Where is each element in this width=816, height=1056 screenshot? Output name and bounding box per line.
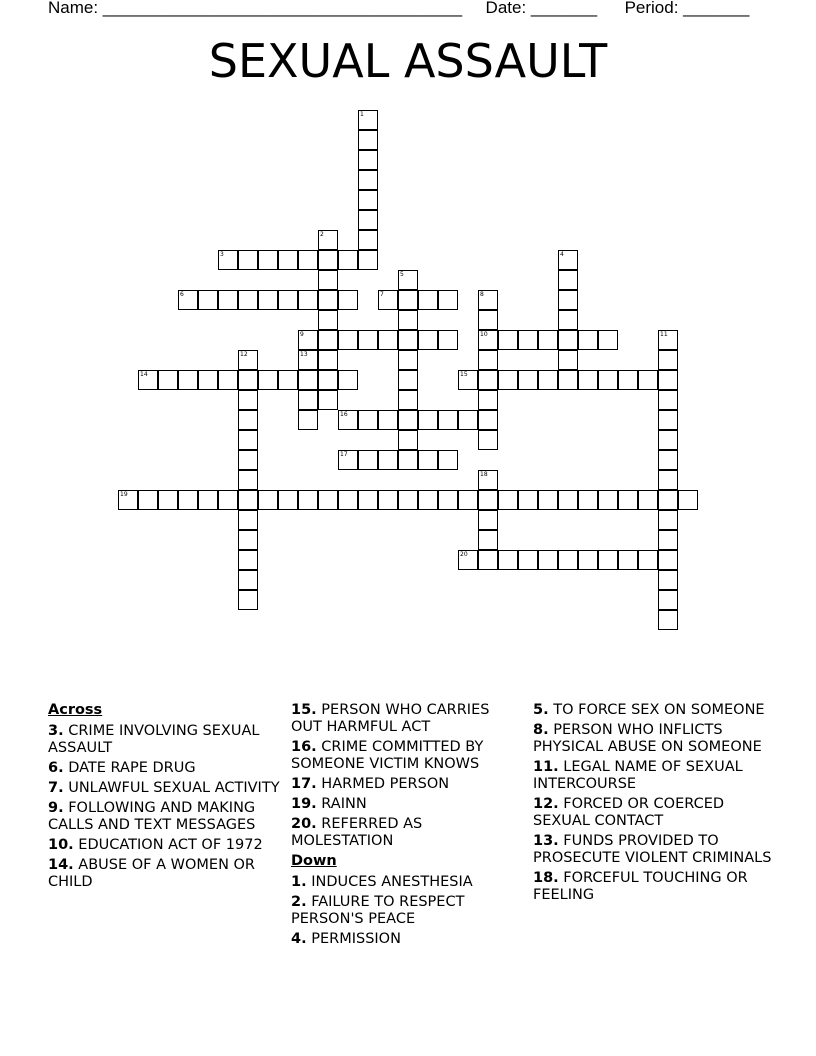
clue-item-number: 16.: [291, 739, 317, 755]
grid-cell[interactable]: [398, 490, 418, 510]
clue-item: [533, 870, 773, 904]
grid-cell[interactable]: [478, 390, 498, 410]
clue-number: 9: [300, 331, 304, 338]
grid-cell[interactable]: [238, 350, 258, 370]
grid-cell[interactable]: [338, 330, 358, 350]
grid-cell[interactable]: [658, 410, 678, 430]
grid-cell[interactable]: [398, 450, 418, 470]
clue-item: [291, 739, 523, 773]
grid-cell[interactable]: [658, 530, 678, 550]
clue-item: [48, 723, 280, 757]
grid-cell[interactable]: [218, 290, 238, 310]
grid-cell[interactable]: [458, 550, 478, 570]
clue-item-text: HARMED PERSON: [316, 776, 450, 792]
grid-cell[interactable]: [538, 370, 558, 390]
grid-cell[interactable]: [478, 290, 498, 310]
grid-cell[interactable]: [278, 290, 298, 310]
grid-cell[interactable]: [178, 370, 198, 390]
grid-cell[interactable]: [258, 290, 278, 310]
clue-item-text: PERSON WHO INFLICTS PHYSICAL ABUSE ON SOMEONE: [533, 722, 762, 755]
grid-cell[interactable]: [238, 490, 258, 510]
clue-number: 18: [480, 471, 488, 478]
clue-item-text: REFERRED AS MOLESTATION: [291, 816, 423, 849]
grid-cell[interactable]: [418, 410, 438, 430]
clue-item-number: 14.: [48, 857, 74, 873]
grid-cell[interactable]: [658, 350, 678, 370]
clue-number: 6: [180, 291, 184, 298]
clue-item: [533, 702, 773, 719]
clue-item-text: UNLAWFUL SEXUAL ACTIVITY: [63, 780, 280, 796]
grid-cell[interactable]: [298, 490, 318, 510]
grid-cell[interactable]: [378, 450, 398, 470]
grid-cell[interactable]: [358, 230, 378, 250]
clue-item-text: FORCED OR COERCED SEXUAL CONTACT: [533, 796, 725, 829]
clue-item: [291, 702, 523, 736]
grid-cell[interactable]: [318, 250, 338, 270]
grid-cell[interactable]: [238, 430, 258, 450]
clue-heading: Down: [291, 853, 337, 869]
grid-cell[interactable]: [558, 350, 578, 370]
grid-cell[interactable]: [378, 410, 398, 430]
clue-item-text: CRIME INVOLVING SEXUAL ASSAULT: [48, 723, 260, 756]
grid-cell[interactable]: [198, 490, 218, 510]
grid-cell[interactable]: [418, 450, 438, 470]
clue-item: [291, 816, 523, 850]
clue-item-number: 20.: [291, 816, 317, 832]
grid-cell[interactable]: [298, 290, 318, 310]
clue-item-number: 2.: [291, 894, 307, 910]
grid-cell[interactable]: [318, 270, 338, 290]
grid-cell[interactable]: [558, 290, 578, 310]
grid-cell[interactable]: [358, 450, 378, 470]
grid-cell[interactable]: [338, 490, 358, 510]
clue-item-number: 5.: [533, 702, 549, 718]
grid-cell[interactable]: [298, 390, 318, 410]
grid-cell[interactable]: [658, 370, 678, 390]
clue-item-text: ABUSE OF A WOMEN OR CHILD: [48, 857, 256, 890]
grid-cell[interactable]: [578, 550, 598, 570]
grid-cell[interactable]: [478, 310, 498, 330]
clue-item-number: 19.: [291, 796, 317, 812]
clue-number: 8: [480, 291, 484, 298]
clue-item-text: INDUCES ANESTHESIA: [306, 874, 473, 890]
grid-cell[interactable]: [578, 330, 598, 350]
grid-cell[interactable]: [378, 490, 398, 510]
grid-cell[interactable]: [558, 490, 578, 510]
clue-item-number: 8.: [533, 722, 549, 738]
clue-item: [291, 894, 523, 928]
clue-item-text: RAINN: [316, 796, 367, 812]
grid-cell[interactable]: [338, 370, 358, 390]
grid-cell[interactable]: [218, 490, 238, 510]
clue-item-text: CRIME COMMITTED BY SOMEONE VICTIM KNOWS: [291, 739, 484, 772]
grid-cell[interactable]: [218, 250, 238, 270]
grid-cell[interactable]: [658, 570, 678, 590]
grid-cell[interactable]: [478, 410, 498, 430]
grid-cell[interactable]: [318, 390, 338, 410]
clue-number: 7: [380, 291, 384, 298]
clue-column-1: [48, 702, 280, 894]
clue-number: 16: [340, 411, 348, 418]
clue-item-text: PERSON WHO CARRIES OUT HARMFUL ACT: [291, 702, 490, 735]
grid-cell[interactable]: [658, 430, 678, 450]
grid-cell[interactable]: [518, 370, 538, 390]
grid-cell[interactable]: [338, 410, 358, 430]
grid-cell[interactable]: [618, 490, 638, 510]
grid-cell[interactable]: [238, 450, 258, 470]
clue-item: [291, 796, 523, 813]
grid-cell[interactable]: [138, 370, 158, 390]
clue-item: [291, 776, 523, 793]
grid-cell[interactable]: [418, 330, 438, 350]
grid-cell[interactable]: [398, 290, 418, 310]
grid-cell[interactable]: [658, 470, 678, 490]
grid-cell[interactable]: [478, 470, 498, 490]
grid-cell[interactable]: [478, 350, 498, 370]
grid-cell[interactable]: [258, 250, 278, 270]
clue-item: [533, 796, 773, 830]
clue-number: 20: [460, 551, 468, 558]
grid-cell[interactable]: [318, 350, 338, 370]
grid-cell[interactable]: [458, 490, 478, 510]
grid-cell[interactable]: [638, 490, 658, 510]
grid-cell[interactable]: [358, 490, 378, 510]
clue-item-number: 17.: [291, 776, 317, 792]
clue-heading: Across: [48, 702, 103, 718]
grid-cell[interactable]: [338, 450, 358, 470]
clue-number: 12: [240, 351, 248, 358]
clue-item: [291, 931, 523, 948]
grid-cell[interactable]: [338, 290, 358, 310]
grid-cell[interactable]: [118, 490, 138, 510]
grid-cell[interactable]: [618, 550, 638, 570]
grid-cell[interactable]: [318, 310, 338, 330]
grid-cell[interactable]: [318, 330, 338, 350]
date-field[interactable]: Date: _______: [485, 0, 598, 17]
grid-cell[interactable]: [318, 370, 338, 390]
grid-cell[interactable]: [198, 290, 218, 310]
grid-cell[interactable]: [478, 530, 498, 550]
grid-cell[interactable]: [238, 370, 258, 390]
grid-cell[interactable]: [398, 370, 418, 390]
grid-cell[interactable]: [478, 510, 498, 530]
grid-cell[interactable]: [518, 330, 538, 350]
grid-cell[interactable]: [558, 310, 578, 330]
grid-cell[interactable]: [538, 330, 558, 350]
grid-cell[interactable]: [178, 290, 198, 310]
clue-number: 13: [300, 351, 308, 358]
grid-cell[interactable]: [358, 330, 378, 350]
grid-cell[interactable]: [138, 490, 158, 510]
grid-cell[interactable]: [498, 370, 518, 390]
clue-item-text: EDUCATION ACT OF 1972: [73, 837, 263, 853]
grid-cell[interactable]: [438, 410, 458, 430]
clue-number: 3: [220, 251, 224, 258]
period-field[interactable]: Period: _______: [624, 0, 750, 17]
clue-number: 11: [660, 331, 668, 338]
clue-item-number: 13.: [533, 833, 559, 849]
grid-cell[interactable]: [438, 490, 458, 510]
clue-number: 1: [360, 111, 364, 118]
grid-cell[interactable]: [398, 350, 418, 370]
grid-cell[interactable]: [298, 250, 318, 270]
clue-number: 15: [460, 371, 468, 378]
clue-item-number: 6.: [48, 760, 64, 776]
clue-number: 2: [320, 231, 324, 238]
clue-item-number: 9.: [48, 800, 64, 816]
clue-number: 10: [480, 331, 488, 338]
clue-item: [48, 837, 280, 854]
clue-item-number: 10.: [48, 837, 74, 853]
grid-cell[interactable]: [658, 390, 678, 410]
grid-cell[interactable]: [398, 310, 418, 330]
grid-cell[interactable]: [558, 550, 578, 570]
grid-cell[interactable]: [298, 410, 318, 430]
grid-cell[interactable]: [598, 490, 618, 510]
grid-cell[interactable]: [378, 330, 398, 350]
clue-item-number: 3.: [48, 723, 64, 739]
grid-cell[interactable]: [658, 490, 678, 510]
grid-cell[interactable]: [638, 550, 658, 570]
grid-cell[interactable]: [398, 410, 418, 430]
grid-cell[interactable]: [278, 490, 298, 510]
grid-cell[interactable]: [418, 490, 438, 510]
clue-item-text: FAILURE TO RESPECT PERSON'S PEACE: [291, 894, 465, 927]
grid-cell[interactable]: [598, 330, 618, 350]
clue-item: [533, 833, 773, 867]
grid-cell[interactable]: [238, 590, 258, 610]
grid-cell[interactable]: [358, 250, 378, 270]
grid-cell[interactable]: [658, 450, 678, 470]
grid-cell[interactable]: [238, 410, 258, 430]
grid-cell[interactable]: [398, 390, 418, 410]
grid-cell[interactable]: [238, 290, 258, 310]
grid-cell[interactable]: [478, 430, 498, 450]
clue-column-3: [533, 702, 773, 907]
grid-cell[interactable]: [218, 370, 238, 390]
grid-cell[interactable]: [478, 550, 498, 570]
clue-number: 19: [120, 491, 128, 498]
clue-item-text: LEGAL NAME OF SEXUAL INTERCOURSE: [533, 759, 743, 792]
clue-item: [48, 760, 280, 777]
grid-cell[interactable]: [238, 510, 258, 530]
clue-item-number: 7.: [48, 780, 64, 796]
name-field[interactable]: Name: ______________________________________: [48, 0, 463, 17]
grid-cell[interactable]: [298, 370, 318, 390]
clue-number: 14: [140, 371, 148, 378]
grid-cell[interactable]: [678, 490, 698, 510]
grid-cell[interactable]: [318, 290, 338, 310]
clue-item: [533, 759, 773, 793]
clue-item-number: 4.: [291, 931, 307, 947]
grid-cell[interactable]: [398, 430, 418, 450]
grid-cell[interactable]: [238, 470, 258, 490]
grid-cell[interactable]: [358, 210, 378, 230]
grid-cell[interactable]: [558, 330, 578, 350]
grid-cell[interactable]: [238, 550, 258, 570]
clue-item-number: 15.: [291, 702, 317, 718]
grid-cell[interactable]: [238, 250, 258, 270]
grid-cell[interactable]: [478, 490, 498, 510]
grid-cell[interactable]: [398, 330, 418, 350]
grid-cell[interactable]: [258, 490, 278, 510]
grid-cell[interactable]: [578, 370, 598, 390]
grid-cell[interactable]: [398, 270, 418, 290]
grid-cell[interactable]: [358, 190, 378, 210]
grid-cell[interactable]: [318, 490, 338, 510]
grid-cell[interactable]: [498, 490, 518, 510]
grid-cell[interactable]: [358, 410, 378, 430]
grid-cell[interactable]: [238, 570, 258, 590]
clue-item-number: 12.: [533, 796, 559, 812]
grid-cell[interactable]: [658, 550, 678, 570]
grid-cell[interactable]: [438, 450, 458, 470]
grid-cell[interactable]: [558, 250, 578, 270]
grid-cell[interactable]: [438, 290, 458, 310]
grid-cell[interactable]: [478, 330, 498, 350]
grid-cell[interactable]: [198, 370, 218, 390]
grid-cell[interactable]: [598, 550, 618, 570]
grid-cell[interactable]: [538, 550, 558, 570]
grid-cell[interactable]: [318, 230, 338, 250]
grid-cell[interactable]: [418, 290, 438, 310]
clue-item-number: 11.: [533, 759, 559, 775]
clue-item-number: 18.: [533, 870, 559, 886]
grid-cell[interactable]: [658, 330, 678, 350]
clue-column-2: [291, 702, 523, 951]
grid-cell[interactable]: [498, 550, 518, 570]
grid-cell[interactable]: [238, 390, 258, 410]
grid-cell[interactable]: [538, 490, 558, 510]
grid-cell[interactable]: [638, 370, 658, 390]
grid-cell[interactable]: [338, 250, 358, 270]
clue-item: [48, 780, 280, 797]
grid-cell[interactable]: [358, 110, 378, 130]
grid-cell[interactable]: [358, 150, 378, 170]
grid-cell[interactable]: [278, 250, 298, 270]
grid-cell[interactable]: [458, 410, 478, 430]
clue-item-text: FORCEFUL TOUCHING OR FEELING: [533, 870, 748, 903]
grid-cell[interactable]: [558, 370, 578, 390]
grid-cell[interactable]: [178, 490, 198, 510]
grid-cell[interactable]: [498, 330, 518, 350]
grid-cell[interactable]: [658, 510, 678, 530]
page-title: SEXUAL ASSAULT: [208, 34, 608, 88]
clue-item-text: DATE RAPE DRUG: [63, 760, 196, 776]
grid-cell[interactable]: [378, 290, 398, 310]
clue-item-text: FUNDS PROVIDED TO PROSECUTE VIOLENT CRIMINALS: [533, 833, 772, 866]
grid-cell[interactable]: [358, 170, 378, 190]
clue-number: 5: [400, 271, 404, 278]
grid-cell[interactable]: [558, 270, 578, 290]
grid-cell[interactable]: [298, 350, 318, 370]
clue-item: [291, 874, 523, 891]
grid-cell[interactable]: [298, 330, 318, 350]
grid-cell[interactable]: [458, 370, 478, 390]
clue-number: 17: [340, 451, 348, 458]
grid-cell[interactable]: [518, 490, 538, 510]
clue-item-number: 1.: [291, 874, 307, 890]
clue-item: [48, 857, 280, 891]
grid-cell[interactable]: [658, 590, 678, 610]
grid-cell[interactable]: [278, 370, 298, 390]
clue-item: [48, 800, 280, 834]
grid-cell[interactable]: [478, 370, 498, 390]
grid-cell[interactable]: [258, 370, 278, 390]
grid-cell[interactable]: [158, 490, 178, 510]
clue-item-text: TO FORCE SEX ON SOMEONE: [548, 702, 765, 718]
grid-cell[interactable]: [598, 370, 618, 390]
clue-item-text: FOLLOWING AND MAKING CALLS AND TEXT MESSAGES: [48, 800, 256, 833]
clue-number: 4: [560, 251, 564, 258]
grid-cell[interactable]: [618, 370, 638, 390]
grid-cell[interactable]: [578, 490, 598, 510]
grid-cell[interactable]: [518, 550, 538, 570]
grid-cell[interactable]: [158, 370, 178, 390]
grid-cell[interactable]: [238, 530, 258, 550]
grid-cell[interactable]: [658, 610, 678, 630]
grid-cell[interactable]: [358, 130, 378, 150]
clue-item: [533, 722, 773, 756]
grid-cell[interactable]: [438, 330, 458, 350]
clue-item-text: PERMISSION: [306, 931, 401, 947]
